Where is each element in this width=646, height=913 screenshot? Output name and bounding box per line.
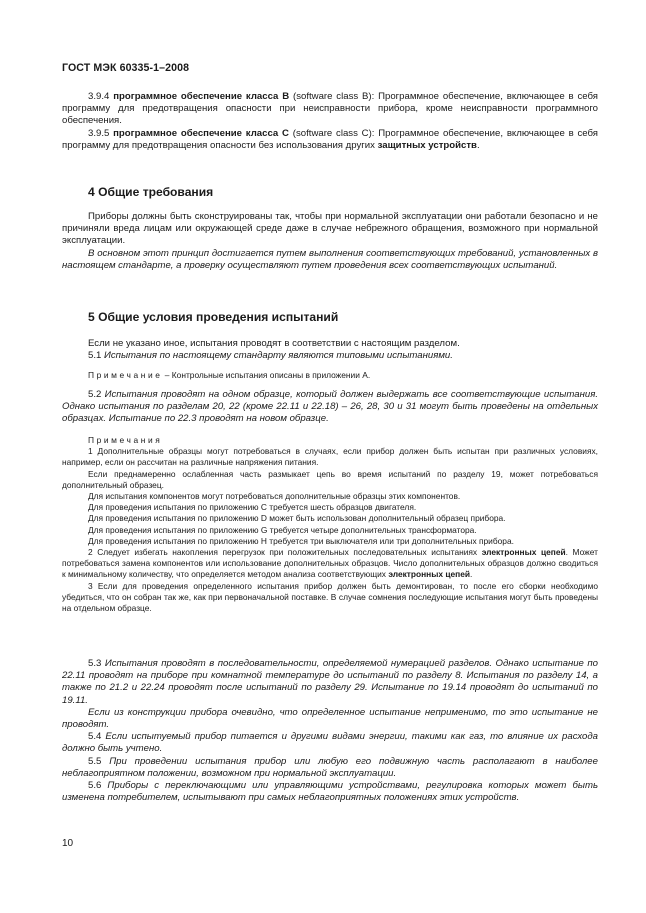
page-number: 10 (62, 838, 74, 849)
section-4-body (62, 211, 598, 272)
notes-label: Примечания (88, 435, 163, 445)
clause-5-2: 5.2 Испытания проводят на одном образце, который должен выдержать все соответствующие испытания. Однако испытания по разделам 20, 22 (кроме 22.11 и 22.18) – 26, 28, 30 и 31 могут быть проведены на отдельных образцах. Испытание по 22.3 проводят на новом образце. (62, 389, 598, 425)
note-1-d: Для проведения испытания по приложению С требуется шесть образцов двигателя. (88, 502, 417, 513)
note-2: 2 Следует избегать накопления перегрузок при положительных последовательных испытаниях электронных цепей. Может потребоваться замена компонентов или использование дополнительных образцов. Число дополнительных образцов должно сводиться к минимальному количеству, что определяется методом анализа соответствующих электронных цепей. (62, 547, 598, 580)
note-label: Примечание (88, 370, 163, 380)
note-1-b: Если преднамеренно ослабленная часть размыкает цепь во время испытаний по разделу 19, может потребоваться дополнительный образец. (62, 468, 598, 490)
clause-5-4: 5.4 Если испытуемый прибор питается и другими видами энергии, такими как газ, то влияние их расхода должно быть учтено. (62, 731, 598, 755)
clauses-5-3-to-5-6 (62, 658, 598, 804)
note-1-g: Для проведения испытания по приложению H требуется три выключателя или три дополнительных прибора. (88, 535, 514, 546)
document-header: ГОСТ МЭК 60335-1–2008 (62, 62, 190, 74)
note-1: 1 Дополнительные образцы могут потребоваться в случаях, если прибор должен быть испытан при различных условиях, например, если он рассчитан на различные напряжения питания. (62, 446, 598, 468)
definition-3-9-4: 3.9.4 программное обеспечение класса B (software class B): Программное обеспечение, включающее в себя программу для предотвращения опасности при неисправности прибора, кроме неисправности программного обеспечения. (62, 91, 598, 127)
section-4-paragraph: Приборы должны быть сконструированы так, чтобы при нормальной эксплуатации они работали безопасно и не причиняли вреда лицам или окружающей среде даже в случае небрежного обращения, возможного при нормальной эксплуатации. (62, 211, 598, 247)
note-1-c: Для испытания компонентов могут потребоваться дополнительные образцы этих компонентов. (88, 491, 461, 502)
note-3: 3 Если для проведения определенного испытания прибор должен быть демонтирован, то после его сборки необходимо убедиться, что он собран так же, как при первоначальной поставке. В случае сомнения последующие испытания могут быть проведены на отдельном образце. (62, 580, 598, 614)
clause-5-6: 5.6 Приборы с переключающими или управляющими устройствами, регулировка которых может быть изменена потребителем, испытывают при самых неблагоприятных положениях этих устройств. (62, 780, 598, 804)
section-4-title: 4 Общие требования (88, 185, 214, 199)
clause-5-1: 5.1 Испытания по настоящему стандарту являются типовыми испытаниями. (88, 350, 453, 362)
clause-5-3: 5.3 Испытания проводят в последовательности, определяемой нумерацией разделов. Однако испытание по 22.11 проводят на приборе при комнатной температуре до испытаний по разделу 8. Испытания по разделу 14, а также по 21.2 и 22.24 проводят после испытаний по разделу 29. Испытание по 19.14 проводят до испытаний по 19.11. (62, 658, 598, 706)
note-5-1: Примечание – Контрольные испытания описаны в приложении А. (88, 370, 371, 380)
section-5-intro-paragraph: Если не указано иное, испытания проводят в соответствии с настоящим разделом. (88, 338, 460, 349)
clause-5-5: 5.5 При проведении испытания прибор или любую его подвижную часть располагают в наиболее неблагоприятном положении, возможном при нормальной эксплуатации. (62, 755, 598, 779)
clause-5-2-block (62, 389, 598, 426)
notes-5-2 (62, 435, 598, 614)
section-5-intro (62, 338, 598, 362)
definition-3-9-5: 3.9.5 программное обеспечение класса C (software class C): Программное обеспечение, включающее в себя программу для предотвращения опасности без использования других защитных устройств. (62, 127, 598, 151)
note-1-f: Для проведения испытания по приложению G требуется четыре дополнительных трансформатора. (88, 524, 477, 535)
note-1-e: Для проведения испытания по приложению D может быть использован дополнительный образец прибора. (88, 513, 506, 524)
definitions-block (62, 91, 598, 152)
section-4-paragraph-italic: В основном этот принцип достигается путем выполнения соответствующих требований, установленных в настоящем стандарте, а проверку осуществляют путем проведения всех соответствующих испытаний. (62, 247, 598, 271)
clause-5-3-b: Если из конструкции прибора очевидно, что определенное испытание неприменимо, то это испытание не проводят. (62, 706, 598, 731)
section-5-title: 5 Общие условия проведения испытаний (88, 310, 339, 324)
